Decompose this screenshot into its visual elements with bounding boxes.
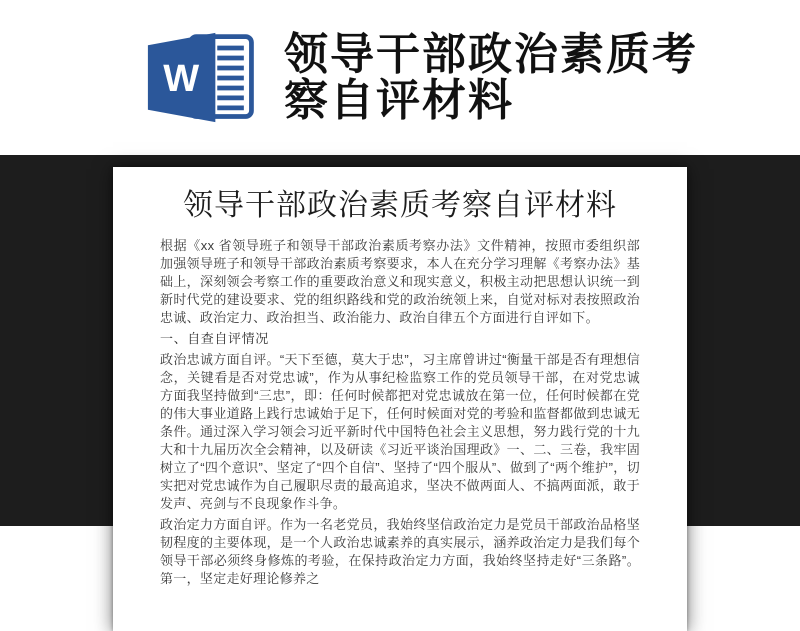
- document-paragraph: 政治定力方面自评。作为一名老党员，我始终坚信政治定力是党员干部政治品格坚韧程度的主要体现，是一个人政治忠诚素养的真实展示，涵养政治定力是我们每个领导干部必须终身修炼的考验，在保持政治定力方面，我始终坚持走好“三条路”。第一，坚定走好理论修养之: [160, 517, 640, 586]
- document-title: 领导干部政治素质考察自评材料: [183, 189, 617, 222]
- document-body: [160, 237, 640, 588]
- document-paragraph: 根据《xx 省领导班子和领导干部政治素质考察办法》文件精神，按照市委组织部加强领导班子和领导干部政治素质考察要求，本人在充分学习理解《考察办法》基础上，深刻领会考察工作的重要政治意义和现实意义，积极主动把思想认识统一到新时代党的建设要求、党的组织路线和党的政治统领上来，自觉对标对表按照政治忠诚、政治定力、政治担当、政治能力、政治自律五个方面进行自评如下。: [160, 238, 640, 325]
- section-heading: 一、自查自评情况: [160, 331, 269, 346]
- document-page: [113, 167, 687, 631]
- word-letter: W: [163, 57, 200, 100]
- word-doc-lines: [217, 48, 244, 108]
- document-preview-area: [0, 155, 800, 586]
- document-paragraph: 政治忠诚方面自评。“天下至德，莫大于忠”，习主席曾讲过“衡量干部是否有理想信念，关键看是否对党忠诚”，作为从事纪检监察工作的党员领导干部，在对党忠诚方面我坚持做到“三忠”，即：任何时候都把对党忠诚放在第一位，任何时候都在党的伟大事业道路上践行忠诚始于足下，任何时候面对党的考验和监督都做到忠诚无条件。通过深入学习领会习近平新时代中国特色社会主义思想，努力践行党的十九大和十九届历次全会精神，以及研读《习近平谈治国理政》一、二、三卷，我牢固树立了“四个意识”、坚定了“四个自信”、坚持了“四个服从”、做到了“两个维护”，切实把对党忠诚作为自己履职尽责的最高追求，坚决不做两面人、不搞两面派，敢于发声、亮剑与不良现象作斗争。: [160, 352, 640, 511]
- site-header: [0, 0, 800, 155]
- ms-word-icon: [140, 30, 266, 125]
- page-title: 领导干部政治素质考察自评材料: [284, 29, 698, 125]
